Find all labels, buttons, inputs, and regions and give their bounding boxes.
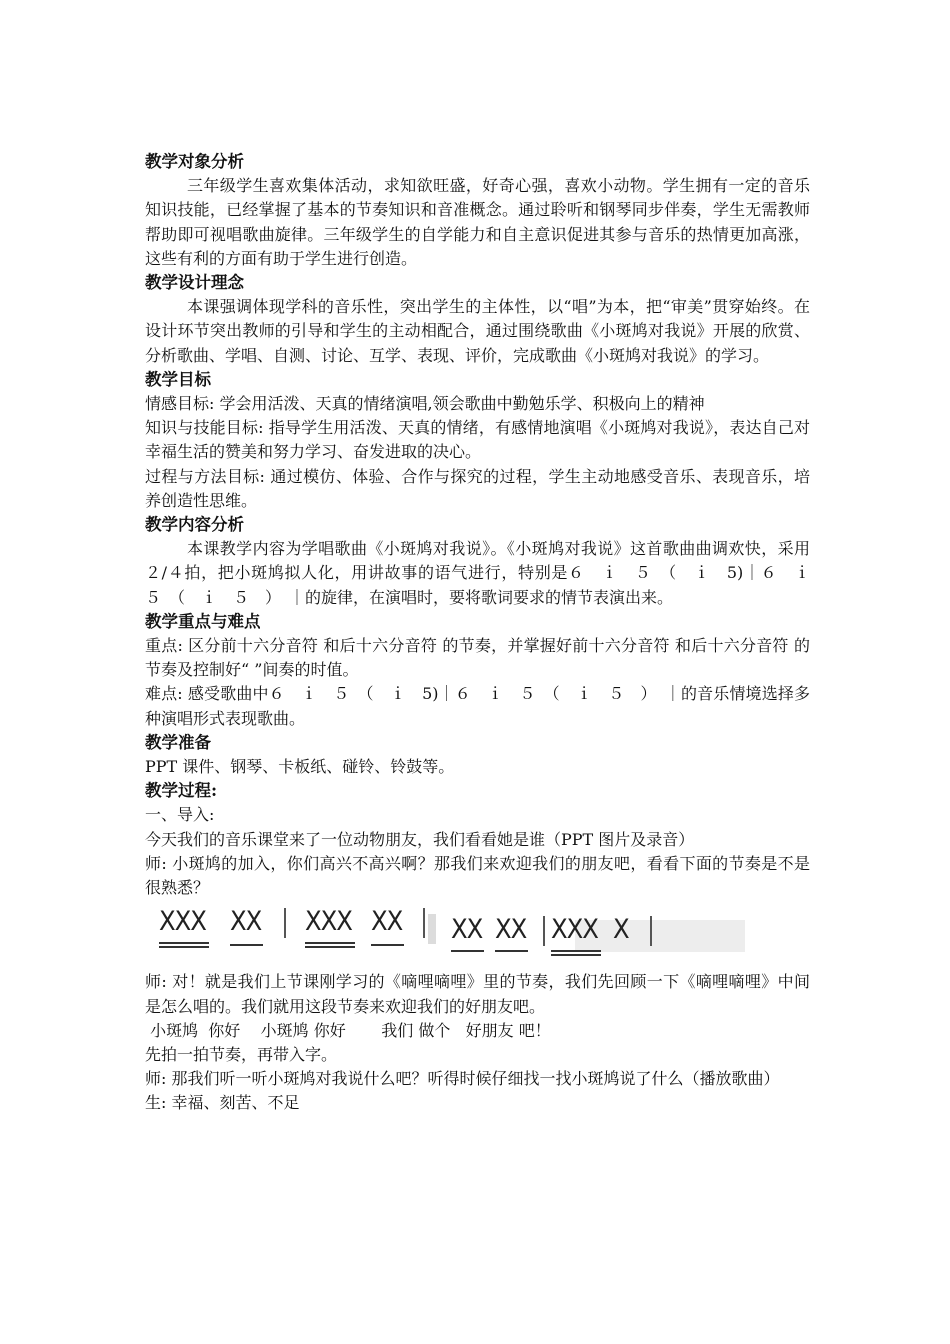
step-intro: 一、导入: [145,805,215,825]
rhythm-underline [159,946,209,948]
bar-line [650,916,652,946]
paragraph-preparation: PPT 课件、钢琴、卡板纸、碰铃、铃鼓等。 [145,757,455,777]
goal-emotion: 情感目标: 学会用活泼、天真的情绪演唱,领会歌曲中勤勉乐学、积极向上的精神 [145,394,705,414]
section-title-content: 教学内容分析 [145,515,244,535]
rhythm-note-single: X [613,914,629,946]
scan-shade [428,914,436,944]
rhythm-note-group: XX [451,914,483,946]
rhythm-note-group: XXX [305,906,352,938]
paragraph-listen: 师: 那我们听一听小斑鸠对我说什么吧？听得时候仔细找一找小斑鸠说了什么（播放歌曲） [145,1069,780,1089]
section-title-process: 教学过程: [145,781,218,801]
rhythm-underline [495,950,528,952]
paragraph-intro-1: 今天我们的音乐课堂来了一位动物朋友，我们看看她是谁（PPT 图片及录音） [145,829,695,849]
rhythm-note-group: XXX [159,906,206,938]
rhythm-notation [145,906,810,962]
rhythm-underline [230,944,263,946]
rhythm-note-group: XX [495,914,527,946]
section-title-preparation: 教学准备 [145,732,211,752]
paragraph-recall: 师: 对！就是我们上节课刚学习的《嘀哩嘀哩》里的节奏，我们先回顾一下《嘀哩嘀哩》中间是怎么唱的。我们就用这段节奏来欢迎我们的好朋友吧。 [145,972,810,1016]
paragraph-clap: 先拍一拍节奏，再带入字。 [145,1044,338,1064]
rhythm-underline [551,954,601,956]
section-title-design: 教学设计理念 [145,273,244,293]
rhythm-note-group: XXX [551,914,598,946]
goal-knowledge: 知识与技能目标: 指导学生用活泼、天真的情绪，有感情地演唱《小斑鸠对我说》，表达自己对幸福生活的赞美和努力学习、奋发进取的决心。 [145,418,810,462]
rhythm-underline [551,950,601,952]
key-point: 重点: 区分前十六分音符 和后十六分音符 的节奏，并掌握好前十六分音符 和后十六分音符 的节奏及控制好“ ”间奏的时值。 [145,636,810,680]
section-title-analysis: 教学对象分析 [145,152,244,171]
paragraph-intro-2: 师: 小斑鸠的加入，你们高兴不高兴啊？那我们来欢迎我们的朋友吧，看看下面的节奏是不是很熟悉？ [145,853,810,898]
rhythm-note-group: XX [230,906,262,938]
goal-process: 过程与方法目标: 通过模仿、体验、合作与探究的过程，学生主动地感受音乐、表现音乐，培养创造性思维。 [145,466,810,510]
paragraph-student-answer: 生: 幸福、刻苦、不足 [145,1093,300,1113]
bar-line [423,908,425,938]
lyrics-line: 小斑鸠 你好 小斑鸠 你好 我们 做个 好朋友 吧！ [145,1020,551,1040]
section-title-goals: 教学目标 [145,369,211,389]
rhythm-underline [371,944,404,946]
paragraph-content: 本课教学内容为学唱歌曲《小斑鸠对我说》。《小斑鸠对我说》这首歌曲曲调欢快，采用２/４拍，把小斑鸠拟人化，用讲故事的语气进行，特别是６ ｉ ５ （ ｉ 5)｜６ ｉ ５ （ ｉ ５ ） ｜的旋律，在演唱时，要将歌词要求的情节表演出来。 [145,539,827,607]
difficult-point: 难点: 感受歌曲中６ ｉ ５ （ ｉ 5)｜６ ｉ ５ （ ｉ ５ ） ｜的音乐情境选择多种演唱形式表现歌曲。 [145,684,810,728]
rhythm-underline [451,950,484,952]
bar-line [543,916,545,946]
section-title-keypoints: 教学重点与难点 [145,611,261,631]
scan-shade [575,914,745,952]
bar-line [284,908,286,938]
document-body [145,150,827,1116]
rhythm-note-group: XX [371,906,403,938]
rhythm-underline [305,942,355,944]
paragraph-analysis: 三年级学生喜欢集体活动，求知欲旺盛，好奇心强，喜欢小动物。学生拥有一定的音乐知识技能，已经掌握了基本的节奏知识和音准概念。通过聆听和钢琴同步伴奏，学生无需教师帮助即可视唱歌曲旋律。三年级学生的自学能力和自主意识促进其参与音乐的热情更加高涨，这些有利的方面有助于学生进行创造。 [145,176,810,268]
paragraph-design: 本课强调体现学科的音乐性，突出学生的主体性，以“唱”为本，把“审美”贯穿始终。在设计环节突出教师的引导和学生的主动相配合，通过围绕歌曲《小斑鸠对我说》开展的欣赏、分析歌曲、学唱、自测、讨论、互学、表现、评价，完成歌曲《小斑鸠对我说》的学习。 [145,297,810,365]
rhythm-underline [159,942,209,944]
rhythm-underline [305,946,355,948]
